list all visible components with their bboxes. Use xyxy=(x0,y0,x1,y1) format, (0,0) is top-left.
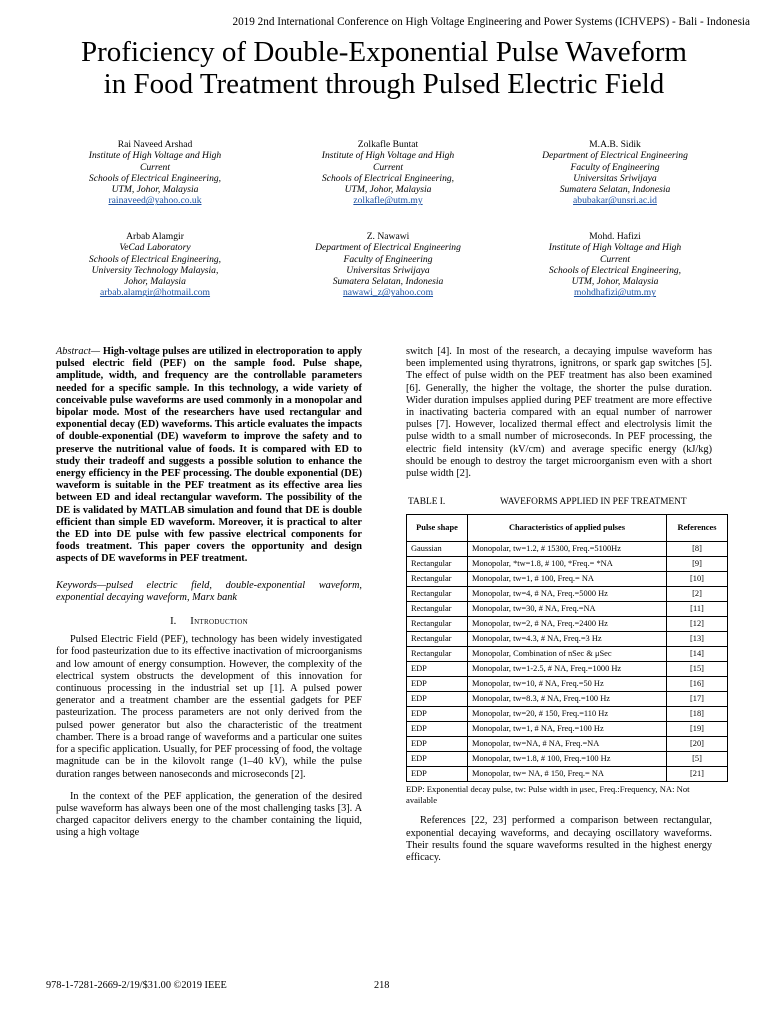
author-email-link[interactable]: abubakar@unsri.ac.id xyxy=(573,195,657,207)
table-cell: EDP xyxy=(407,737,468,752)
abstract-body: High-voltage pulses are utilized in electroporation to apply pulsed electric field (PEF) on the sample food. Pulse shape, amplitude, width, and frequency are the controllable parameters needed for a specific sample. In this technology, a wide variety of conceivable pulse waveforms are used commonly in a monopolar and bipolar mode. Most of the researchers have used rectangular and exponential decay (ED) waveforms. This article evaluates the impacts of double-exponential (DE) waveform to improve the safety and to preserve the nutritional value of foods. It is compared with ED to study their tradeoff and suggests a possible solution to enhance the energy efficiency in the PEF processing. The double exponential (DE) waveform is suitable in the PEF treatment as its effective area lies between ED and ideal rectangular waveform. The possibility of the DE is validated by MATLAB simulation and found that DE is double efficient than simple ED waveform. Moreover, it is practical to alter the ED into DE pulse with few passive electrical components for foods treatment. This paper covers the opportunity and design aspects of DE waveforms in PEF treatment. xyxy=(56,346,362,565)
table-cell: [12] xyxy=(667,617,728,632)
table-cell: Monopolar, tw=10, # NA, Freq.=50 Hz xyxy=(468,677,667,692)
author-card xyxy=(273,231,503,299)
table-cell: EDP xyxy=(407,707,468,722)
author-affiliation-line: VeCad Laboratory xyxy=(119,242,191,254)
table-title: WAVEFORMS APPLIED IN PEF TREATMENT xyxy=(500,497,687,508)
table-cell: [11] xyxy=(667,602,728,617)
table-cell: [16] xyxy=(667,677,728,692)
table-cell: EDP xyxy=(407,752,468,767)
paper-title xyxy=(0,36,768,100)
author-affiliation-line: Schools of Electrical Engineering, xyxy=(321,172,455,184)
table-cell: Monopolar, Combination of nSec & μSec xyxy=(468,647,667,662)
section-heading xyxy=(56,616,362,628)
author-affiliation-line: Johor, Malaysia xyxy=(124,276,186,288)
table-number: TABLE I. xyxy=(408,497,446,508)
table-cell: Monopolar, tw=30, # NA, Freq.=NA xyxy=(468,602,667,617)
title-line-1: Proficiency of Double-Exponential Pulse Waveform xyxy=(81,36,687,68)
page-number: 218 xyxy=(374,980,390,991)
author-affiliation-line: Faculty of Engineering xyxy=(570,161,660,173)
table-cell: [13] xyxy=(667,632,728,647)
author-card xyxy=(40,139,270,207)
table-cell: Monopolar, tw=4.3, # NA, Freq.=3 Hz xyxy=(468,632,667,647)
table-cell: [15] xyxy=(667,662,728,677)
author-email-link[interactable]: rainaveed@yahoo.co.uk xyxy=(108,195,202,207)
table-cell: Monopolar, tw=1, # NA, Freq.=100 Hz xyxy=(468,722,667,737)
table-row xyxy=(407,557,728,572)
author-affiliation-line: Current xyxy=(139,161,171,173)
keywords: Keywords—pulsed electric field, double-exponential waveform, exponential decaying waveform, Marx bank xyxy=(56,579,362,603)
abstract xyxy=(56,346,362,566)
author-affiliation-line: Universitas Sriwijaya xyxy=(346,264,430,276)
table-cell: [19] xyxy=(667,722,728,737)
table-cell: [20] xyxy=(667,737,728,752)
author-affiliation-line: Current xyxy=(372,161,404,173)
table-cell: Rectangular xyxy=(407,572,468,587)
author-name: Mohd. Hafizi xyxy=(589,231,641,242)
copyright-footer: 978-1-7281-2669-2/19/$31.00 ©2019 IEEE xyxy=(46,980,227,991)
table-cell: Monopolar, tw=8.3, # NA, Freq.=100 Hz xyxy=(468,692,667,707)
table-row xyxy=(407,542,728,557)
table-cell: [10] xyxy=(667,572,728,587)
table-row xyxy=(407,737,728,752)
table-cell: [21] xyxy=(667,767,728,782)
body-paragraph: References [22, 23] performed a comparison between rectangular, exponential decaying waveforms, and decaying oscillatory waveforms. Their results found the square waveforms resulted in the highest energy efficacy. xyxy=(406,815,712,864)
table-cell: [2] xyxy=(667,587,728,602)
author-card xyxy=(40,231,270,299)
table-cell: Rectangular xyxy=(407,647,468,662)
table-row xyxy=(407,752,728,767)
table-cell: Gaussian xyxy=(407,542,468,557)
table-cell: Monopolar, tw=2, # NA, Freq.=2400 Hz xyxy=(468,617,667,632)
table-row xyxy=(407,587,728,602)
author-name: Zolkafle Buntat xyxy=(357,139,419,150)
table-cell: Rectangular xyxy=(407,617,468,632)
table-note: EDP: Exponential decay pulse, tw: Pulse width in μsec, Freq.:Frequency, NA: Not available xyxy=(406,784,690,805)
author-affiliation-line: Department of Electrical Engineering xyxy=(315,242,461,254)
author-affiliation-line: Institute of High Voltage and High xyxy=(88,150,222,162)
author-email-link[interactable]: zolkafle@utm.my xyxy=(353,195,423,207)
author-affiliation-line: Faculty of Engineering xyxy=(343,253,433,265)
table-cell: EDP xyxy=(407,767,468,782)
table-row xyxy=(407,602,728,617)
author-email-link[interactable]: nawawi_z@yahoo.com xyxy=(342,287,434,299)
table-cell: Monopolar, tw=20, # 150, Freq.=110 Hz xyxy=(468,707,667,722)
table-row xyxy=(407,632,728,647)
author-affiliation-line: University Technology Malaysia, xyxy=(91,264,219,276)
table-cell: Monopolar, tw=1, # 100, Freq.= NA xyxy=(468,572,667,587)
table-cell: Rectangular xyxy=(407,587,468,602)
author-name: Arbab Alamgir xyxy=(126,231,184,242)
table-cell: EDP xyxy=(407,722,468,737)
author-affiliation-line: Schools of Electrical Engineering, xyxy=(548,264,682,276)
author-affiliation-line: Institute of High Voltage and High xyxy=(548,242,682,254)
table-cell: [9] xyxy=(667,557,728,572)
table-row xyxy=(407,572,728,587)
table-cell: Monopolar, tw=NA, # NA, Freq.=NA xyxy=(468,737,667,752)
author-affiliation-line: UTM, Johor, Malaysia xyxy=(571,276,659,288)
author-email-link[interactable]: mohdhafizi@utm.my xyxy=(573,287,657,299)
table-cell: [17] xyxy=(667,692,728,707)
table-cell: EDP xyxy=(407,677,468,692)
table-cell: [5] xyxy=(667,752,728,767)
table-header-row xyxy=(407,515,728,542)
table-cell: Monopolar, tw=4, # NA, Freq.=5000 Hz xyxy=(468,587,667,602)
table-row xyxy=(407,647,728,662)
table-cell: Monopolar, tw=1.2, # 15300, Freq.=5100Hz xyxy=(468,542,667,557)
author-affiliation-line: Schools of Electrical Engineering, xyxy=(88,172,222,184)
author-card xyxy=(500,231,730,299)
column-header: Pulse shape xyxy=(407,515,468,542)
table-row xyxy=(407,707,728,722)
table-cell: Monopolar, tw= NA, # 150, Freq.= NA xyxy=(468,767,667,782)
author-card xyxy=(500,139,730,207)
author-name: M.A.B. Sidik xyxy=(589,139,641,150)
waveform-table xyxy=(406,514,728,782)
table-cell: Monopolar, tw=1-2.5, # NA, Freq.=1000 Hz xyxy=(468,662,667,677)
section-title: Introduction xyxy=(190,616,248,628)
abstract-lead: Abstract— xyxy=(56,346,101,357)
author-card xyxy=(273,139,503,207)
table-cell: [14] xyxy=(667,647,728,662)
conference-header: 2019 2nd International Conference on High Voltage Engineering and Power Systems (ICHVEPS) - Bali - Indonesia xyxy=(232,16,750,28)
table-row xyxy=(407,767,728,782)
author-affiliation-line: Current xyxy=(599,253,631,265)
author-affiliation-line: Institute of High Voltage and High xyxy=(321,150,455,162)
table-cell: [18] xyxy=(667,707,728,722)
author-affiliation-line: UTM, Johor, Malaysia xyxy=(111,184,199,196)
author-affiliation-line: Sumatera Selatan, Indonesia xyxy=(332,276,444,288)
author-affiliation-line: Schools of Electrical Engineering, xyxy=(88,253,222,265)
table-cell: [8] xyxy=(667,542,728,557)
intro-paragraph: Pulsed Electric Field (PEF), technology has been widely investigated for food pasteurization due to its effective inactivation of microorganisms and low amount of energy consumption. However, the complexity of the electrical system obstructs the development of this innovation for continuous processing in the industrial set up [1]. A pulsed power generator and a treatment chamber are the essential gadgets for PEF pasteurization. The process parameters are not only derived from the pulsed power generator but also the characteristic of the treatment chamber. There is a broad range of waveforms and a particular one suites for a specific application. Usually, for PEF processing of food, the voltage magnitude can be in the kilovolt range (1–40 kV), while the pulse duration ranges between nanoseconds and microseconds [2]. xyxy=(56,634,362,780)
table-row xyxy=(407,662,728,677)
author-affiliation-line: UTM, Johor, Malaysia xyxy=(344,184,432,196)
table-cell: Rectangular xyxy=(407,632,468,647)
table-caption xyxy=(408,496,712,508)
left-column xyxy=(56,346,362,840)
table-cell: Monopolar, *tw=1.8, # 100, *Freq.= *NA xyxy=(468,557,667,572)
author-affiliation-line: Universitas Sriwijaya xyxy=(573,172,657,184)
author-affiliation-line: Sumatera Selatan, Indonesia xyxy=(559,184,671,196)
table-row xyxy=(407,617,728,632)
author-name: Rai Naveed Arshad xyxy=(117,139,193,150)
table-row xyxy=(407,722,728,737)
table-cell: EDP xyxy=(407,662,468,677)
body-paragraph: switch [4]. In most of the research, a decaying impulse waveform has been implemented using thyratrons, ignitrons, or spark gap switches [5]. The effect of pulse width on the PEF treatment has also been examined [6]. Generally, the higher the voltage, the shorter the pulse duration. Wider duration impulses applied during PEF treatment are more effective in inactivating bacteria compared with an equal number of narrower pulses [7]. However, localized thermal effect and electrolysis limit the pulse width to a small number of microseconds. In PEF processing, the electric field intensity (kV/cm) and average specific energy (kJ/kg) should be enough to destroy the target microorganism even with a short pulse width [2]. xyxy=(406,346,712,480)
author-email-link[interactable]: arbab.alamgir@hotmail.com xyxy=(99,287,211,299)
author-affiliation-line: Department of Electrical Engineering xyxy=(542,150,688,162)
section-number: I. xyxy=(170,616,177,628)
table-cell: Monopolar, tw=1.8, # 100, Freq.=100 Hz xyxy=(468,752,667,767)
table-row xyxy=(407,692,728,707)
table-cell: Rectangular xyxy=(407,557,468,572)
column-header: Characteristics of applied pulses xyxy=(468,515,667,542)
title-line-2: in Food Treatment through Pulsed Electric Field xyxy=(103,68,665,100)
column-header: References xyxy=(667,515,728,542)
table-cell: EDP xyxy=(407,692,468,707)
table-cell: Rectangular xyxy=(407,602,468,617)
table-row xyxy=(407,677,728,692)
right-column xyxy=(406,346,717,864)
intro-paragraph: In the context of the PEF application, the generation of the desired pulse waveform has always been one of the most challenging tasks [3]. A charged capacitor delivers energy to the chamber containing the liquid, using a high voltage xyxy=(56,790,362,839)
author-name: Z. Nawawi xyxy=(366,231,410,242)
